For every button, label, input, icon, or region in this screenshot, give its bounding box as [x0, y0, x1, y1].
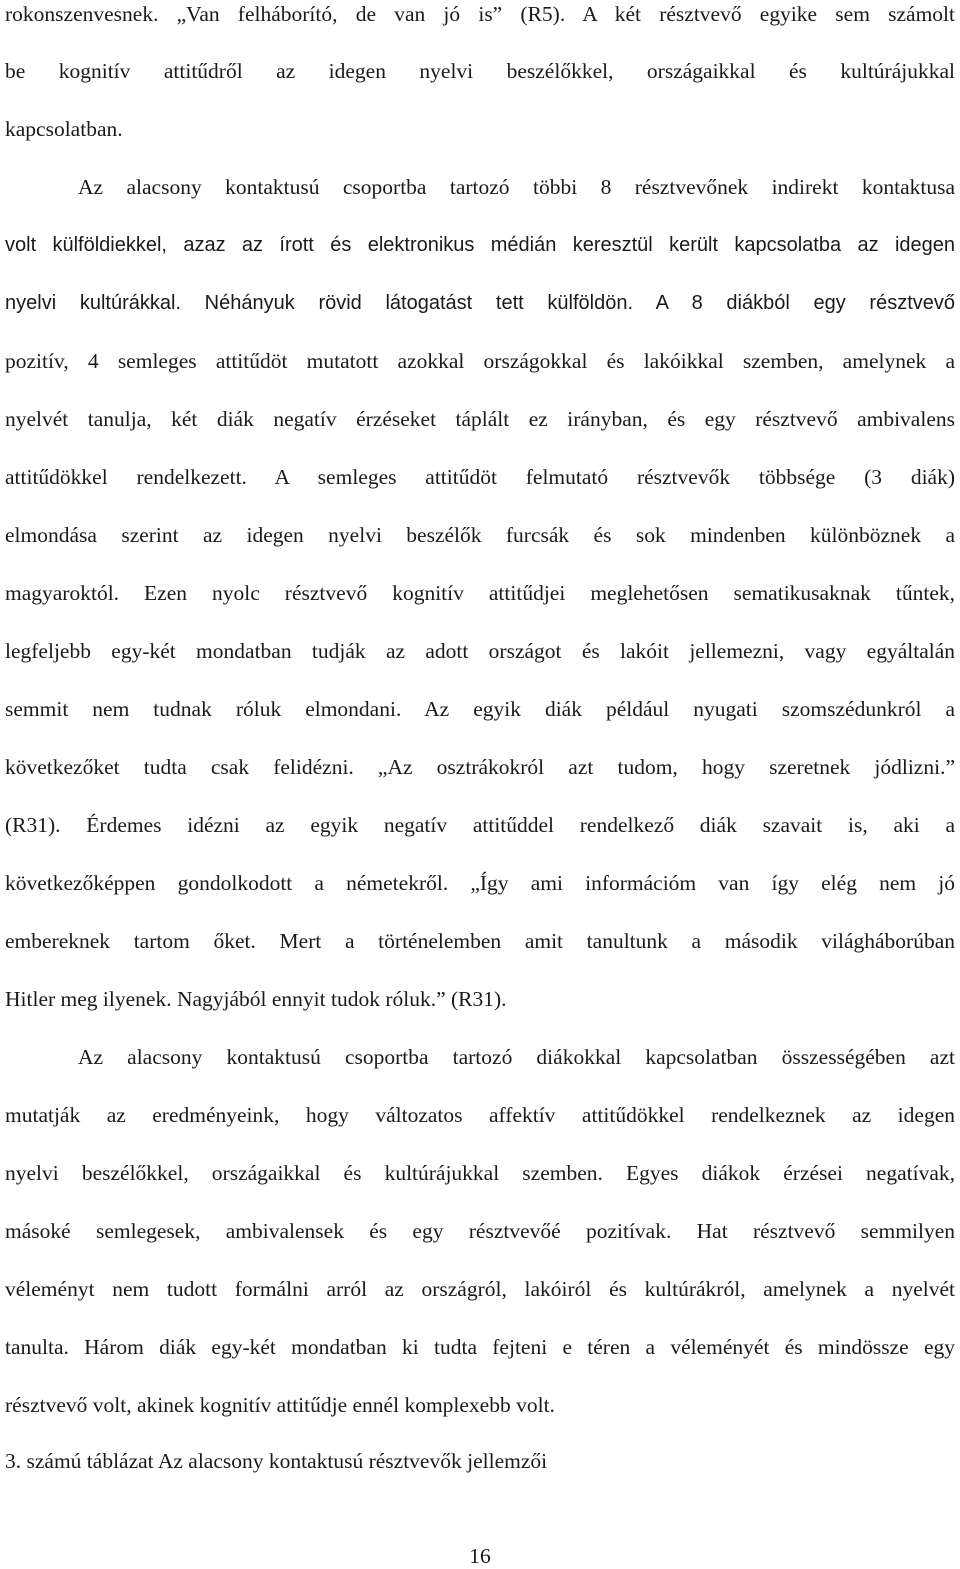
- text-line: nyelvi beszélőkkel, országaikkal és kultúrájukkal szemben. Egyes diákok érzései negatívak,: [5, 1161, 955, 1185]
- text-line: véleményt nem tudott formálni arról az országról, lakóiról és kultúrákról, amelynek a nyelvét: [5, 1277, 955, 1301]
- text-line: mutatják az eredményeink, hogy változatos affektív attitűdökkel rendelkeznek az idegen: [5, 1103, 955, 1127]
- text-line: be kognitív attitűdről az idegen nyelvi beszélőkkel, országaikkal és kultúrájukkal: [5, 59, 955, 83]
- text-line: magyaroktól. Ezen nyolc résztvevő kognitív attitűdjei meglehetősen sematikusaknak tűntek,: [5, 581, 955, 605]
- text-line: legfeljebb egy-két mondatban tudják az adott országot és lakóit jellemezni, vagy egyáltalán: [5, 639, 955, 663]
- page-number: 16: [469, 1544, 491, 1568]
- text-line: következőképpen gondolkodott a németekről. „Így ami információm van így elég nem jó: [5, 871, 955, 895]
- text-line: résztvevő volt, akinek kognitív attitűdje ennél komplexebb volt.: [5, 1393, 555, 1417]
- text-line: volt külföldiekkel, azaz az írott és elektronikus médián keresztül került kapcsolatba az idegen: [5, 234, 955, 256]
- text-line: attitűdökkel rendelkezett. A semleges attitűdöt felmutató résztvevők többsége (3 diák): [5, 465, 955, 489]
- text-line: pozitív, 4 semleges attitűdöt mutatott azokkal országokkal és lakóikkal szemben, amelynek a: [5, 349, 955, 373]
- text-line: elmondása szerint az idegen nyelvi beszélők furcsák és sok mindenben különböznek a: [5, 523, 955, 547]
- text-line: kapcsolatban.: [5, 117, 123, 141]
- text-line: következőket tudta csak felidézni. „Az osztrákokról azt tudom, hogy szeretnek jódlizni.”: [5, 755, 955, 779]
- text-line: embereknek tartom őket. Mert a történelemben amit tanultunk a második világháborúban: [5, 929, 955, 953]
- paragraph-first-line: Az alacsony kontaktusú csoportba tartozó diákokkal kapcsolatban összességében azt: [78, 1045, 955, 1069]
- text-line: Hitler meg ilyenek. Nagyjából ennyit tudok róluk.” (R31).: [5, 987, 507, 1011]
- text-line: (R31). Érdemes idézni az egyik negatív attitűddel rendelkező diák szavait is, aki a: [5, 813, 955, 837]
- text-line: semmit nem tudnak róluk elmondani. Az egyik diák például nyugati szomszédunkról a: [5, 697, 955, 721]
- text-line: másoké semlegesek, ambivalensek és egy résztvevőé pozitívak. Hat résztvevő semmilyen: [5, 1219, 955, 1243]
- table-caption: 3. számú táblázat Az alacsony kontaktusú résztvevők jellemzői: [5, 1449, 548, 1473]
- text-line: tanulta. Három diák egy-két mondatban ki tudta fejteni e téren a véleményét és mindössze egy: [5, 1335, 955, 1359]
- text-line: nyelvét tanulja, két diák negatív érzéseket táplált ez irányban, és egy résztvevő ambivalens: [5, 407, 955, 431]
- text-line: nyelvi kultúrákkal. Néhányuk rövid látogatást tett külföldön. A 8 diákból egy résztvevő: [5, 292, 955, 314]
- paragraph-first-line: Az alacsony kontaktusú csoportba tartozó többi 8 résztvevőnek indirekt kontaktusa: [78, 175, 955, 199]
- text-line: rokonszenvesnek. „Van felháborító, de van jó is” (R5). A két résztvevő egyike sem számolt: [5, 2, 955, 26]
